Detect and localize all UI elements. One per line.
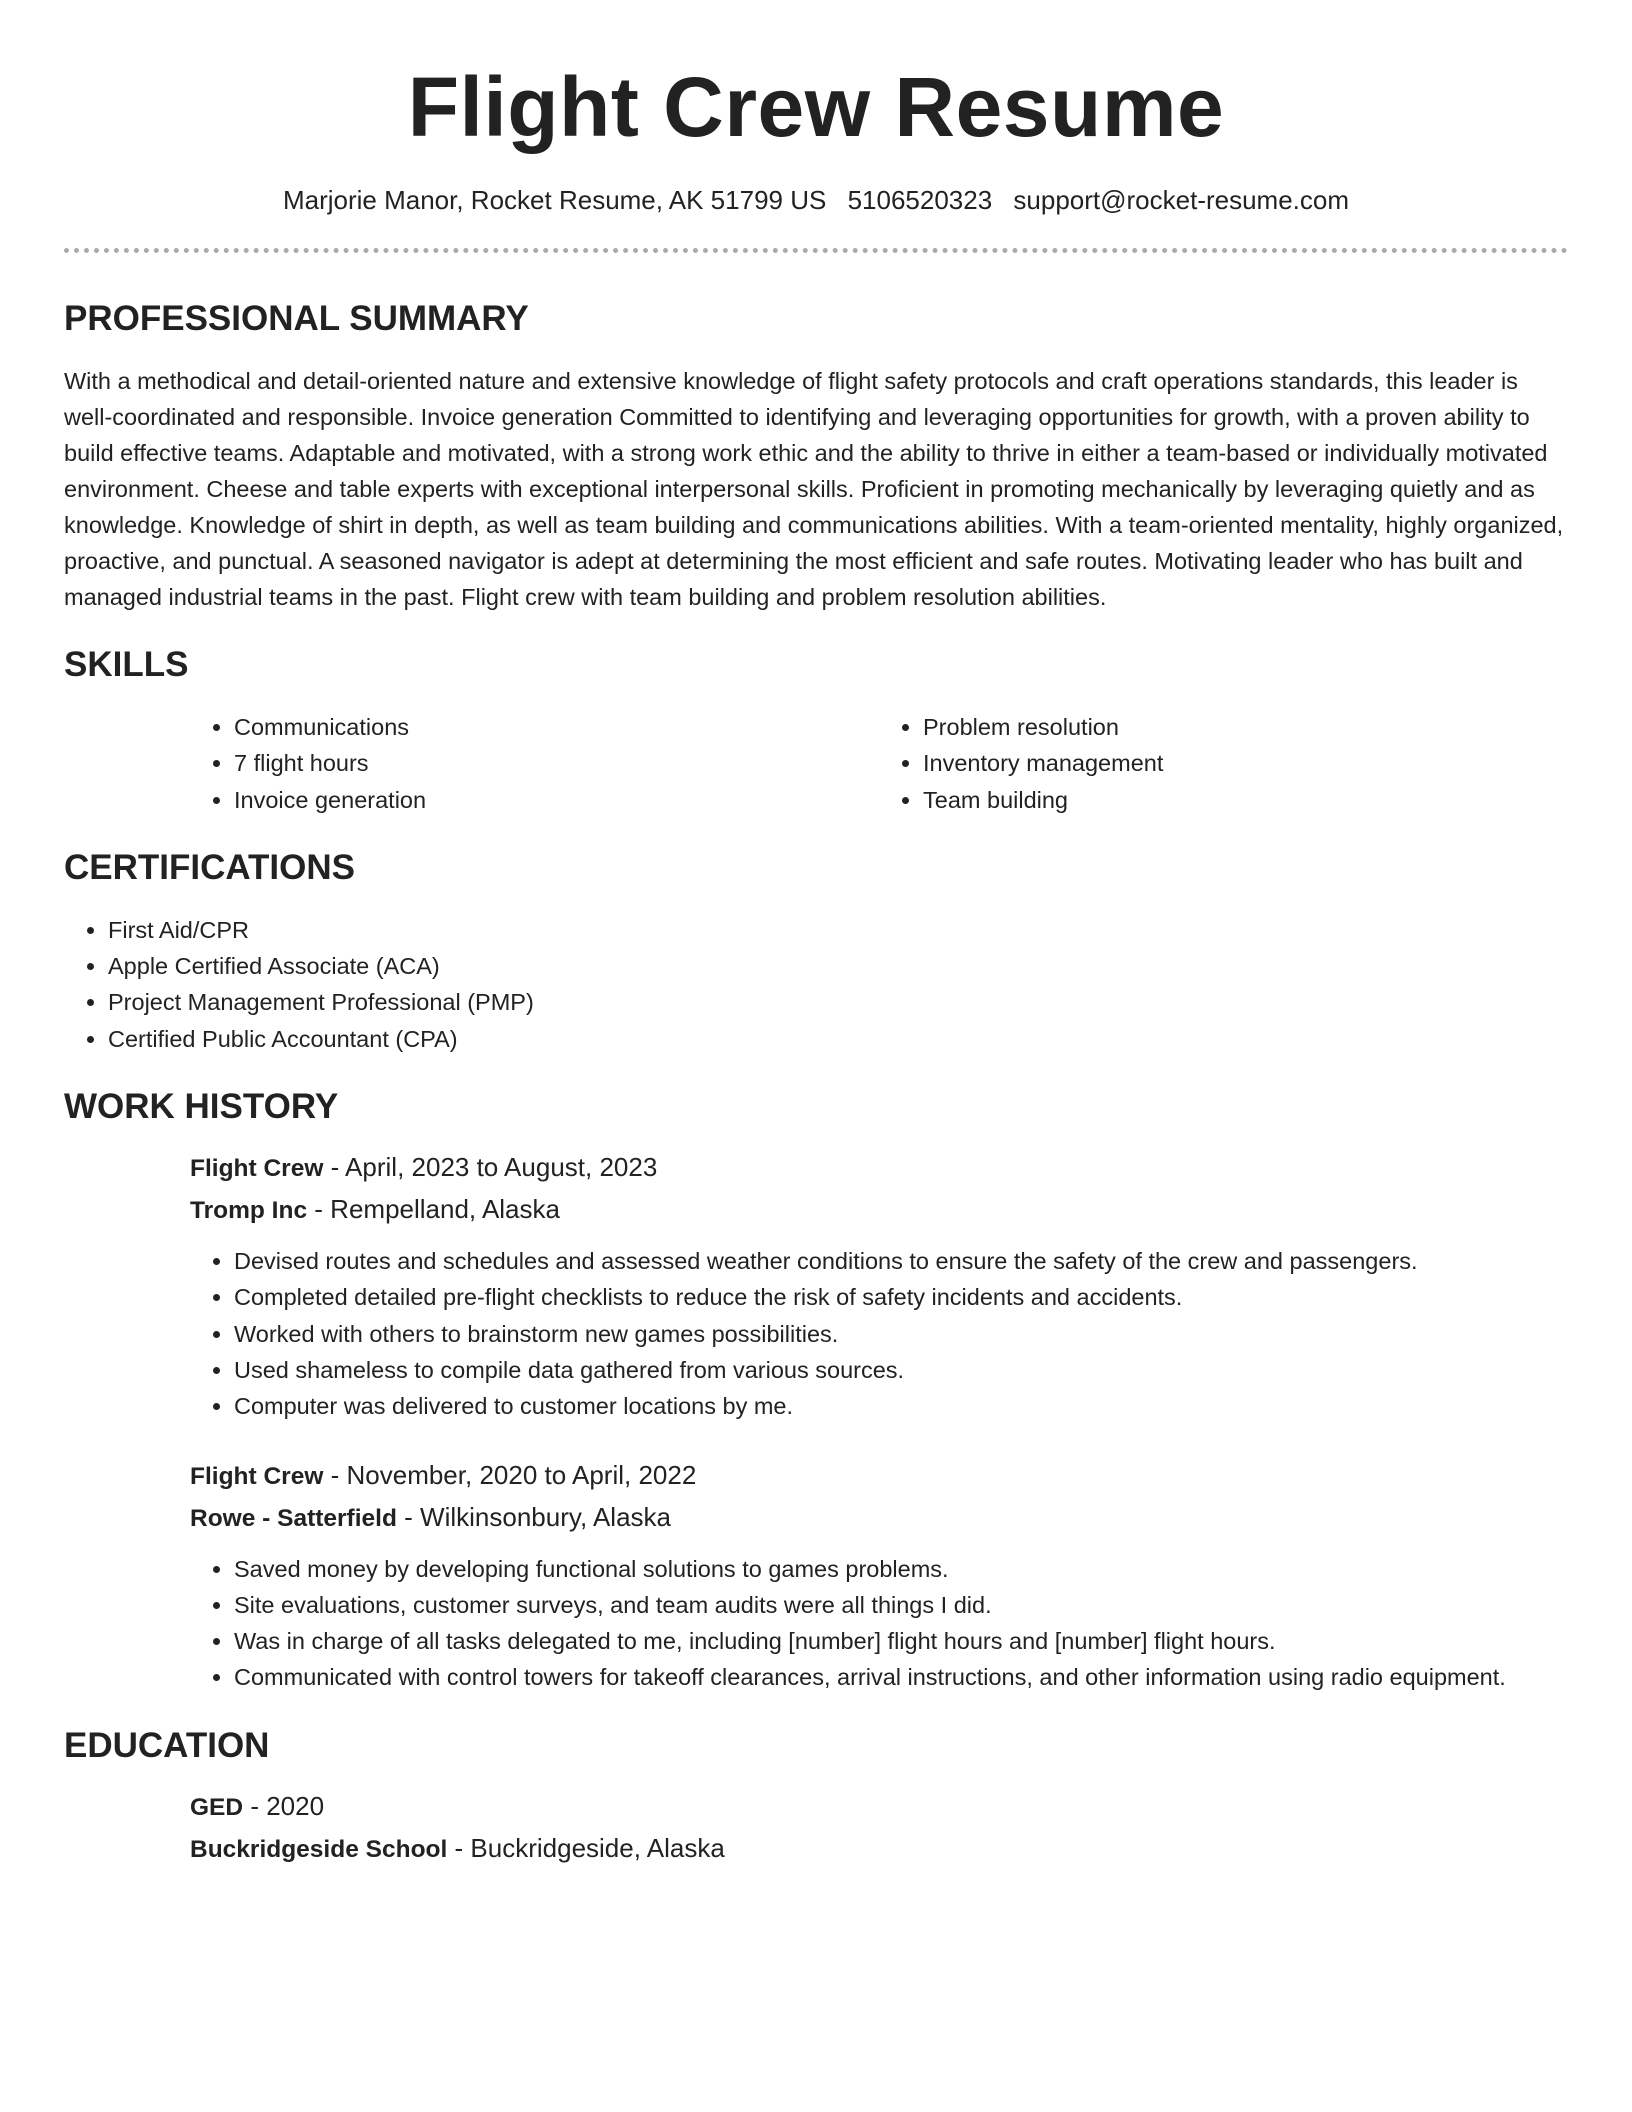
job-bullet: • Completed detailed pre-flight checklists to reduce the risk of safety incidents and accidents. (234, 1279, 1568, 1315)
job-bullets (190, 1551, 1568, 1696)
contact-phone: 5106520323 (847, 185, 993, 215)
job-title: Flight Crew (190, 1155, 324, 1183)
certification-item: • Certified Public Accountant (CPA) (108, 1021, 1568, 1057)
education-heading: EDUCATION (64, 1725, 270, 1765)
certifications-heading: CERTIFICATIONS (64, 847, 356, 887)
job-dates: - November, 2020 to April, 2022 (323, 1459, 697, 1490)
skill-item: • Inventory management (923, 745, 1568, 781)
certification-item: • Apple Certified Associate (ACA) (108, 948, 1568, 984)
skill-item: • Team building (923, 782, 1568, 818)
job-entry (190, 1455, 1568, 1696)
job-company-line (190, 1189, 1568, 1231)
education-degree: GED (190, 1793, 244, 1821)
education-location: - Buckridgeside, Alaska (447, 1832, 725, 1863)
skills-right-column (879, 709, 1568, 818)
education-entry (190, 1786, 1568, 1870)
job-bullet: • Saved money by developing functional solutions to games problems. (234, 1551, 1568, 1587)
skill-item: • 7 flight hours (234, 745, 879, 781)
skills-left-column (190, 709, 879, 818)
work-history-heading: WORK HISTORY (64, 1087, 339, 1127)
job-title-line (190, 1147, 1568, 1189)
certifications-list (64, 912, 1568, 1057)
skill-item: • Problem resolution (923, 709, 1568, 745)
skill-item: • Communications (234, 709, 879, 745)
contact-line (64, 182, 1568, 218)
job-bullets (190, 1243, 1568, 1424)
job-bullet: • Site evaluations, customer surveys, and team audits were all things I did. (234, 1587, 1568, 1623)
contact-email: support@rocket-resume.com (1013, 185, 1350, 215)
summary-heading: PROFESSIONAL SUMMARY (64, 299, 529, 338)
job-company: Rowe - Satterfield (190, 1504, 397, 1532)
summary-text: With a methodical and detail-oriented nature and extensive knowledge of flight safety protocols and craft operations standards, this leader is well-coordinated and responsible. Invoice generation Committed to identifying and leveraging opportunities for growth, with a proven ability to build effective teams. Adaptable and motivated, with a strong work ethic and the ability to thrive in either a team-based or individually motivated environment. Cheese and table experts with exceptional interpersonal skills. Proficient in promoting mechanically by leveraging quietly and as knowledge. Knowledge of shirt in depth, as well as team building and communications abilities. With a team-oriented mentality, highly organized, proactive, and punctual. A seasoned navigator is adept at determining the most efficient and safe routes. Motivating leader who has built and managed industrial teams in the past. Flight crew with team building and problem resolution abilities. (64, 368, 1564, 610)
job-bullet: • Communicated with control towers for takeoff clearances, arrival instructions, and other information using radio equipment. (234, 1659, 1568, 1695)
skills-list (190, 709, 1568, 818)
job-bullet: • Computer was delivered to customer locations by me. (234, 1388, 1568, 1424)
skill-item: • Invoice generation (234, 782, 879, 818)
resume-page (64, 0, 1568, 1870)
job-location: - Rempelland, Alaska (307, 1194, 560, 1225)
job-location: - Wilkinsonbury, Alaska (396, 1501, 671, 1532)
job-bullet: • Worked with others to brainstorm new games possibilities. (234, 1316, 1568, 1352)
header-divider (64, 248, 1568, 253)
job-company-line (190, 1497, 1568, 1539)
education-degree-line (190, 1786, 1568, 1828)
job-entry (190, 1147, 1568, 1424)
education-year: - 2020 (243, 1790, 325, 1821)
contact-address: Marjorie Manor, Rocket Resume, AK 51799 US (282, 185, 827, 215)
job-title: Flight Crew (190, 1462, 324, 1490)
job-company: Tromp Inc (190, 1197, 308, 1225)
job-title-line (190, 1455, 1568, 1497)
job-dates: - April, 2023 to August, 2023 (323, 1152, 658, 1183)
education-school: Buckridgeside School (190, 1835, 448, 1863)
resume-title: Flight Crew Resume (407, 60, 1225, 154)
education-school-line (190, 1828, 1568, 1870)
skills-heading: SKILLS (64, 645, 189, 684)
certification-item: • Project Management Professional (PMP) (108, 984, 1568, 1020)
certification-item: • First Aid/CPR (108, 912, 1568, 948)
job-bullet: • Was in charge of all tasks delegated to me, including [number] flight hours and [number] flight hours. (234, 1623, 1568, 1659)
job-bullet: • Devised routes and schedules and assessed weather conditions to ensure the safety of the crew and passengers. (234, 1243, 1568, 1279)
job-bullet: • Used shameless to compile data gathered from various sources. (234, 1352, 1568, 1388)
